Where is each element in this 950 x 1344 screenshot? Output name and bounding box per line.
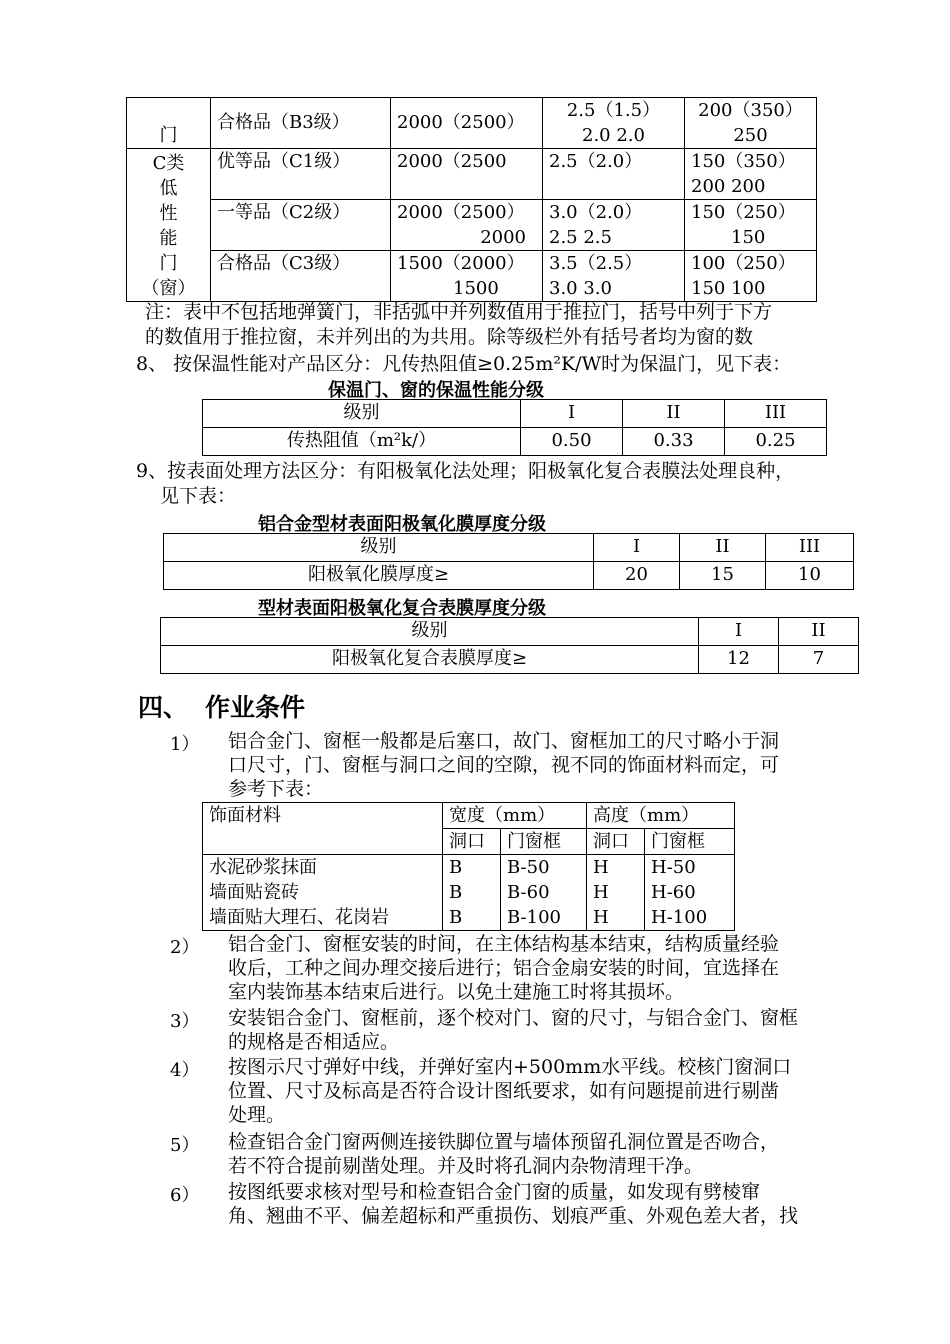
table-cell: 洞口 xyxy=(443,829,501,855)
item-number: 5） xyxy=(170,1135,200,1156)
paragraph: 安装铝合金门、窗框前，逐个校对门、窗的尺寸，与铝合金门、窗框 的规格是否相适应。 xyxy=(228,1007,799,1053)
paragraph: 按图纸要求核对型号和检查铝合金门窗的质量，如发现有劈棱窜 角、翘曲不平、偏差超标和严重损伤、划痕严重、外观色差大者，找 xyxy=(228,1181,799,1227)
table-cell: 2000（2500 xyxy=(391,149,543,200)
table-cell: 水泥砂浆抹面 墙面贴瓷砖 墙面贴大理石、花岗岩 xyxy=(203,855,443,931)
table-cell: 150（350） 200 200 xyxy=(685,149,817,200)
paragraph: 按图示尺寸弹好中线，并弹好室内+500mm水平线。校核门窗洞口 位置、尺寸及标高是否符合设计图纸要求，如有问题提前进行剔凿 处理。 xyxy=(228,1056,792,1126)
table-cell: II xyxy=(779,618,859,646)
table-cell: 150（250） 150 xyxy=(685,200,817,251)
table-cell: 合格品（B3级） xyxy=(211,98,391,149)
table-cell: 10 xyxy=(766,562,854,590)
table-cell: 一等品（C2级） xyxy=(211,200,391,251)
gap-table xyxy=(202,802,735,931)
table-title: 铝合金型材表面阳极氧化膜厚度分级 xyxy=(258,514,546,535)
table-cell: II xyxy=(623,400,725,428)
table-cell: 3.0（2.0） 2.5 2.5 xyxy=(543,200,685,251)
item-number: 4） xyxy=(170,1060,200,1081)
table-cell: 0.50 xyxy=(521,428,623,456)
item-number: 2） xyxy=(170,937,200,958)
section-number: 四、 xyxy=(138,693,189,722)
table-cell: 级别 xyxy=(164,534,594,562)
table-cell: 宽度（mm） xyxy=(443,803,587,829)
table-cell: 门 xyxy=(127,98,211,149)
table-cell: I xyxy=(699,618,779,646)
table-cell: 阳极氧化膜厚度≥ xyxy=(164,562,594,590)
item-number: 1） xyxy=(170,734,200,755)
paragraph: 铝合金门、窗框安装的时间，在主体结构基本结束，结构质量经验 收后，工种之间办理交接后进行；铝合金扇安装的时间，宜选择在 室内装饰基本结束后进行。以免土建施工时将其损坏。 xyxy=(228,933,780,1003)
table-cell: 门窗框 xyxy=(501,829,587,855)
c-class-label: C类 低 性 能 门 （窗） xyxy=(127,149,211,302)
table-cell: 200（350） 250 xyxy=(685,98,817,149)
table-cell: 2.5（2.0） xyxy=(543,149,685,200)
table-cell: 1500（2000） 1500 xyxy=(391,251,543,302)
table-cell: H H H xyxy=(587,855,645,931)
table-cell: 合格品（C3级） xyxy=(211,251,391,302)
table-cell: H-50 H-60 H-100 xyxy=(645,855,735,931)
table-cell: B-50 B-60 B-100 xyxy=(501,855,587,931)
paragraph: 铝合金门、窗框一般都是后塞口，故门、窗框加工的尺寸略小于洞 口尺寸，门、窗框与洞口之间的空隙，视不同的饰面材料而定，可 参考下表： xyxy=(228,730,780,800)
table-cell: 2000（2500） xyxy=(391,98,543,149)
insulation-table xyxy=(202,399,827,456)
performance-table xyxy=(126,97,817,302)
item-9: 9、按表面处理方法区分：有阳极氧化法处理；阳极氧化复合表膜法处理良种， xyxy=(136,460,795,482)
composite-film-table xyxy=(160,617,859,674)
table-cell: I xyxy=(594,534,680,562)
table-cell: 级别 xyxy=(161,618,699,646)
table-cell: 级别 xyxy=(203,400,521,428)
table-title: 型材表面阳极氧化复合表膜厚度分级 xyxy=(258,598,546,619)
table-cell: 2.5（1.5） 2.0 2.0 xyxy=(543,98,685,149)
table-cell: 100（250） 150 100 xyxy=(685,251,817,302)
table-cell: 饰面材料 xyxy=(203,803,443,855)
item-number: 3） xyxy=(170,1011,200,1032)
table-cell: 7 xyxy=(779,646,859,674)
anodized-film-table xyxy=(163,533,854,590)
table-cell: III xyxy=(766,534,854,562)
table-note: 的数值用于推拉窗，未并列出的为共用。除等级栏外有括号者均为窗的数 xyxy=(145,326,754,348)
table-title: 保温门、窗的保温性能分级 xyxy=(328,380,544,401)
table-cell: 3.5（2.5） 3.0 3.0 xyxy=(543,251,685,302)
table-cell: 0.25 xyxy=(725,428,827,456)
item-number: 6） xyxy=(170,1185,200,1206)
table-cell: 高度（mm） xyxy=(587,803,735,829)
table-cell: II xyxy=(680,534,766,562)
table-cell: 0.33 xyxy=(623,428,725,456)
section-title: 作业条件 xyxy=(205,693,306,722)
table-cell: B B B xyxy=(443,855,501,931)
table-cell: 洞口 xyxy=(587,829,645,855)
table-cell: I xyxy=(521,400,623,428)
table-cell: 优等品（C1级） xyxy=(211,149,391,200)
table-cell: 20 xyxy=(594,562,680,590)
item-8: 8、 按保温性能对产品区分：凡传热阻值≥0.25m²K/W时为保温门，见下表： xyxy=(136,353,792,375)
table-cell: 门窗框 xyxy=(645,829,735,855)
table-cell: 阳极氧化复合表膜厚度≥ xyxy=(161,646,699,674)
table-cell: 传热阻值（m²k/） xyxy=(203,428,521,456)
table-cell: 2000（2500） 2000 xyxy=(391,200,543,251)
table-cell: III xyxy=(725,400,827,428)
paragraph: 检查铝合金门窗两侧连接铁脚位置与墙体预留孔洞位置是否吻合， 若不符合提前剔凿处理。并及时将孔洞内杂物清理干净。 xyxy=(228,1131,780,1177)
table-note: 注：表中不包括地弹簧门，非括弧中并列数值用于推拉门，括号中列于下方 xyxy=(145,301,773,323)
table-cell: 12 xyxy=(699,646,779,674)
table-cell: 15 xyxy=(680,562,766,590)
item-9-cont: 见下表： xyxy=(160,485,237,507)
